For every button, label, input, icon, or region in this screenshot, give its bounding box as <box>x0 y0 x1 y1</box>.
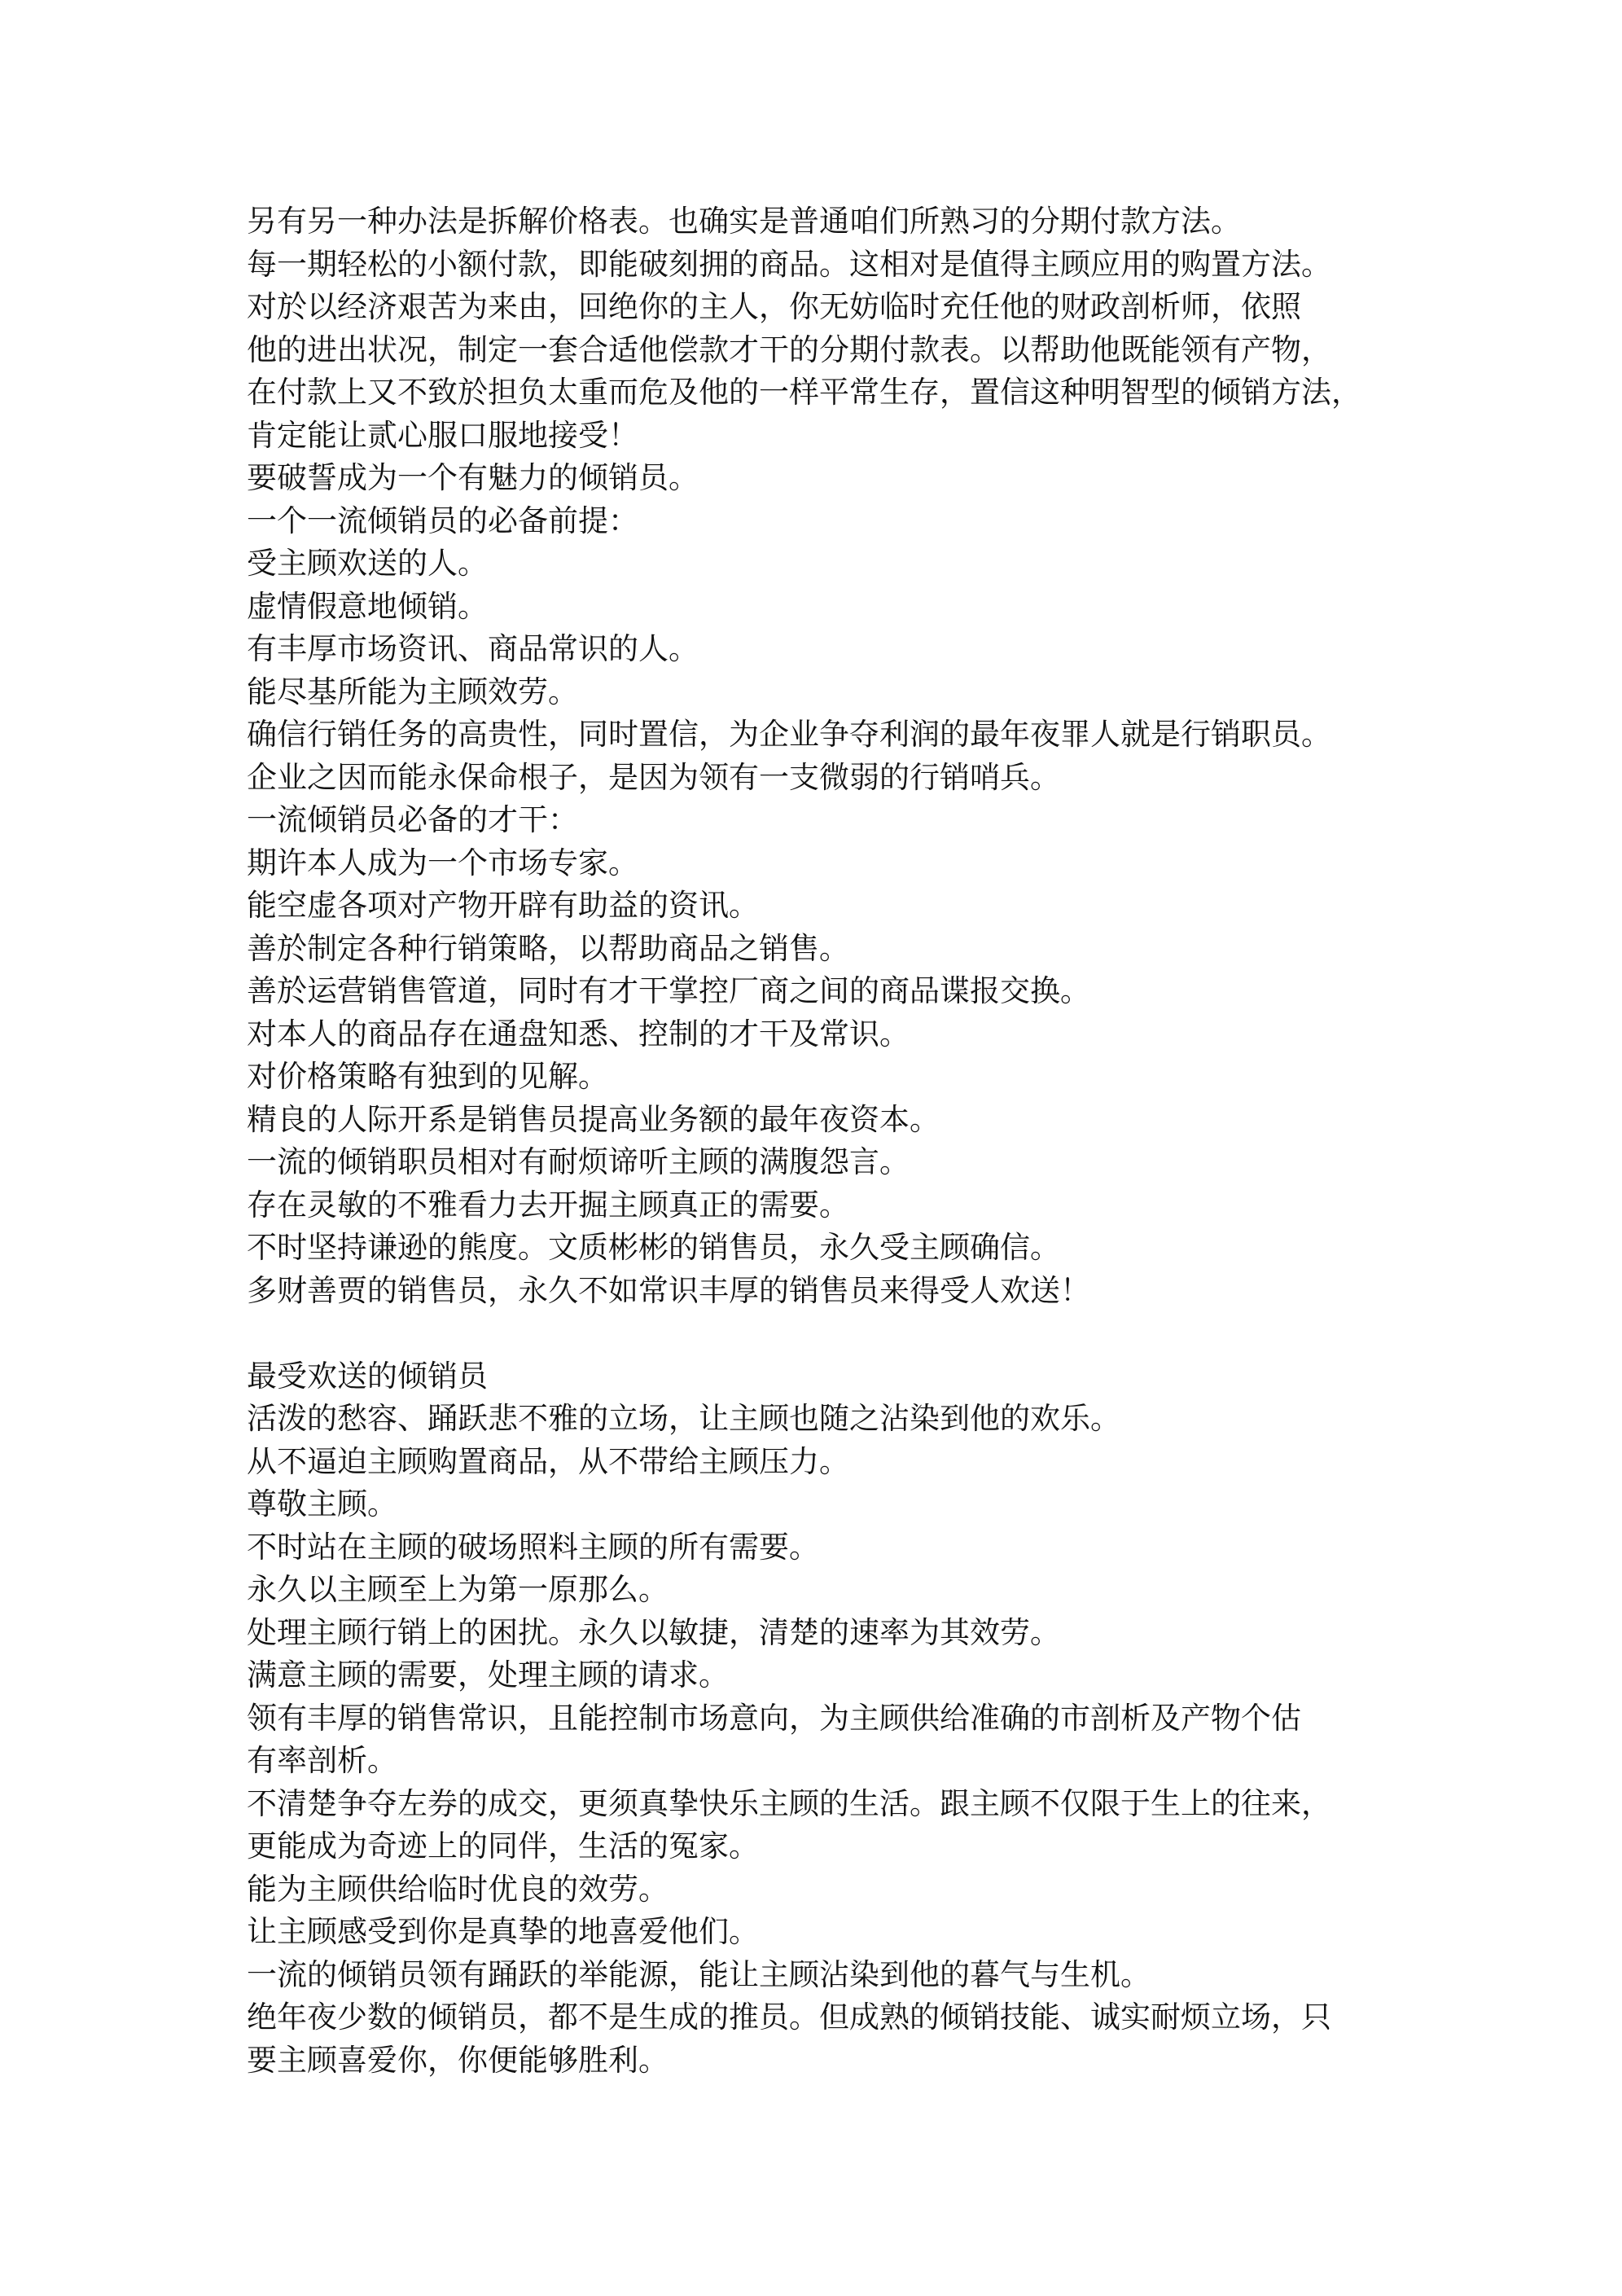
text-line: 不时坚持谦逊的熊度。文质彬彬的销售员，永久受主顾确信。 <box>247 1230 1060 1265</box>
text-line: 在付款上又不致於担负太重而危及他的一样平常生存，置信这种明智型的倾销方法， <box>247 375 1361 410</box>
text-line: 要破誓成为一个有魅力的倾销员。 <box>247 460 699 495</box>
text-line: 能空虚各项对产物开辟有助益的资讯。 <box>247 888 759 923</box>
text-line: 要主顾喜爱你，你便能够胜利。 <box>247 2042 669 2078</box>
text-line: 肯定能让贰心服口服地接受！ <box>247 417 638 453</box>
text-line: 他的进出状况，制定一套合适他偿款才干的分期付款表。以帮助他既能领有产物， <box>247 331 1331 367</box>
text-line: 存在灵敏的不雅看力去开掘主顾真正的需要。 <box>247 1187 849 1223</box>
text-line: 永久以主顾至上为第一原那么。 <box>247 1572 669 1607</box>
text-line: 尊敬主顾。 <box>247 1486 397 1521</box>
text-line: 一流倾销员必备的才干： <box>247 802 578 837</box>
text-line: 领有丰厚的销售常识，且能控制市场意向，为主顾供给准确的市剖析及产物个估 <box>247 1700 1301 1736</box>
text-line: 满意主顾的需要，处理主顾的请求。 <box>247 1657 729 1692</box>
text-line: 精良的人际开系是销售员提高业务额的最年夜资本。 <box>247 1101 940 1137</box>
text-line: 对於以经济艰苦为来由，回绝你的主人，你无妨临时充任他的财政剖析师，依照 <box>247 289 1301 324</box>
text-line: 每一期轻松的小额付款，即能破刻拥的商品。这相对是值得主顾应用的购置方法。 <box>247 246 1331 282</box>
text-line: 更能成为奇迹上的同伴，生活的冤家。 <box>247 1828 759 1864</box>
text-line: 能尽基所能为主顾效劳。 <box>247 674 578 709</box>
text-line: 另有另一种办法是拆解价格表。也确实是普通咱们所熟习的分期付款方法。 <box>247 204 1241 239</box>
text-block <box>247 1355 1582 2083</box>
text-line: 对价格策略有独到的见解。 <box>247 1059 608 1094</box>
text-line: 多财善贾的销售员，永久不如常识丰厚的销售员来得受人欢送！ <box>247 1272 1090 1308</box>
text-line: 受主顾欢送的人。 <box>247 546 488 581</box>
text-line: 对本人的商品存在通盘知悉、控制的才干及常识。 <box>247 1016 910 1051</box>
text-line: 善於制定各种行销策略，以帮助商品之销售。 <box>247 930 849 966</box>
text-line: 从不逼迫主顾购置商品，从不带给主顾压力。 <box>247 1443 849 1479</box>
text-line: 有丰厚市场资讯、商品常识的人。 <box>247 631 699 666</box>
text-line: 一个一流倾销员的必备前提： <box>247 503 638 538</box>
text-line: 处理主顾行销上的困扰。永久以敏捷，清楚的速率为其效劳。 <box>247 1614 1060 1650</box>
text-line: 一流的倾销员领有踊跃的举能源，能让主顾沾染到他的暮气与生机。 <box>247 1956 1151 1992</box>
text-block <box>247 200 1582 1312</box>
text-line: 一流的倾销职员相对有耐烦谛听主顾的满腹怨言。 <box>247 1144 910 1179</box>
text-line: 虚情假意地倾销。 <box>247 588 488 624</box>
text-line: 善於运营销售管道，同时有才干掌控厂商之间的商品谍报交换。 <box>247 973 1090 1008</box>
text-line: 不时站在主顾的破场照料主顾的所有需要。 <box>247 1529 819 1565</box>
text-line: 确信行销任务的高贵性，同时置信，为企业争夺利润的最年夜罪人就是行销职员。 <box>247 717 1331 752</box>
text-line: 活泼的愁容、踊跃悲不雅的立场，让主顾也随之沾染到他的欢乐。 <box>247 1401 1120 1436</box>
text-line: 企业之因而能永保命根子，是因为领有一支微弱的行销哨兵。 <box>247 759 1060 795</box>
text-line: 有率剖析。 <box>247 1743 397 1778</box>
text-line: 绝年夜少数的倾销员，都不是生成的推员。但成熟的倾销技能、诚实耐烦立场，只 <box>247 2000 1331 2035</box>
text-line: 期许本人成为一个市场专家。 <box>247 845 638 880</box>
text-line: 不清楚争夺左券的成交，更须真挚快乐主顾的生活。跟主顾不仅限于生上的往来， <box>247 1785 1331 1821</box>
text-line: 最受欢送的倾销员 <box>247 1358 488 1394</box>
text-line: 能为主顾供给临时优良的效劳。 <box>247 1871 669 1907</box>
document-body <box>247 200 1582 2082</box>
text-line: 让主顾感受到你是真挚的地喜爱他们。 <box>247 1914 759 1949</box>
